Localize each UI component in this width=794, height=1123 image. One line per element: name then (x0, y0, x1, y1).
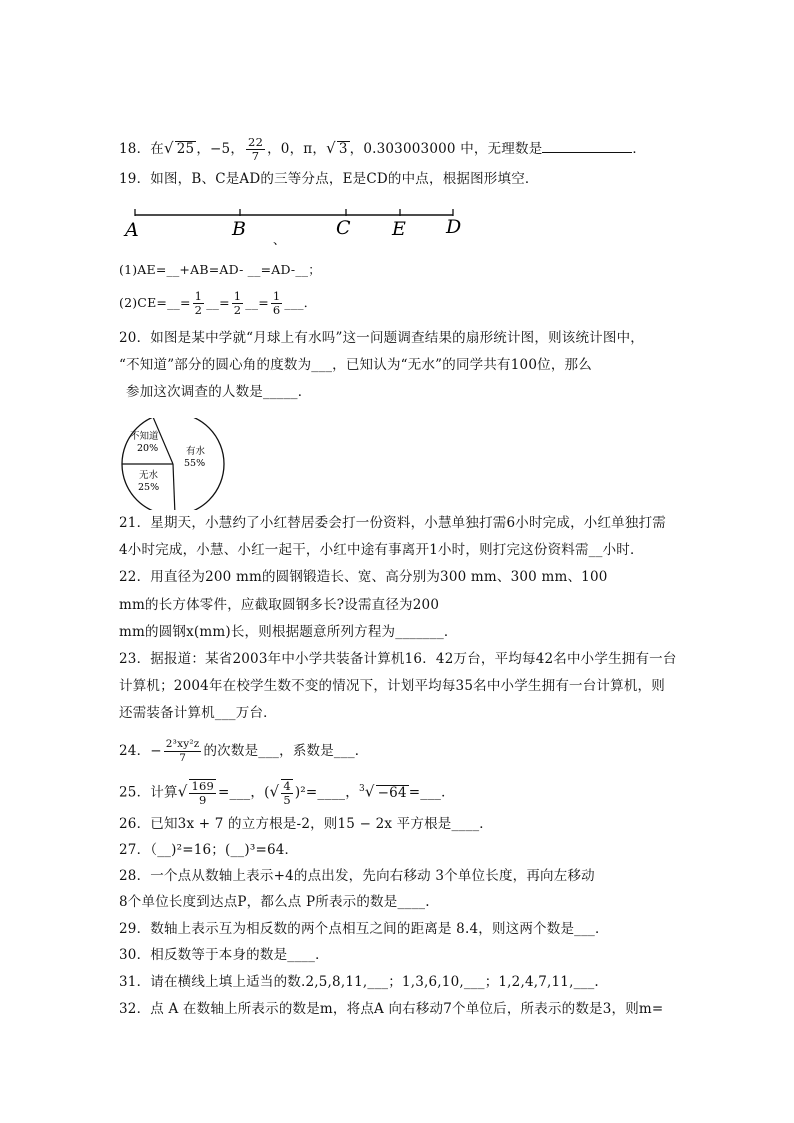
slice-no-water-pct: 25% (138, 482, 160, 493)
sqrt-symbol: √ (163, 139, 174, 157)
question-number: 22． (119, 569, 151, 585)
pie-chart (118, 418, 228, 510)
question-22-line-3: mm的圆钢x(mm)长，则根据题意所列方程为_______． (119, 624, 458, 640)
question-21-line-2: 4小时完成，小慧、小红一起干，小红中途有事离开1小时，则打完这份资料需__小时． (119, 542, 644, 558)
answer-blank (542, 139, 632, 153)
question-22-line-2: mm的长方体零件，应截取圆钢多长?设需直径为200 (119, 597, 440, 613)
question-number: 32． (119, 1001, 151, 1017)
slice-no-water-label: 无水 (139, 470, 159, 481)
question-27: 27．（__)²=16；(__)³=64． (119, 842, 299, 858)
question-number: 21． (119, 515, 151, 531)
question-23-line-1: 23．据报道：某省2003年中小学共装备计算机16．42万台，平均每42名中小学生拥有一台 (119, 651, 677, 667)
question-number: 30． (119, 947, 151, 963)
sqrt-symbol: √ (326, 139, 336, 157)
question-32: 32．点 A 在数轴上所表示的数是m，将点A 向右移动7个单位后，所表示的数是3，则m= (119, 1001, 664, 1017)
sqrt-symbol: √ (269, 782, 280, 801)
question-19-part-1: (1)AE=__+AB=AD- __=AD-__； (119, 262, 321, 277)
question-number: 26． (119, 816, 151, 832)
question-26: 26．已知3x + 7 的立方根是-2，则15 − 2x 平方根是____． (119, 816, 493, 832)
fraction-22-7: $\frac{22}{7}$ (248, 135, 264, 163)
question-23-line-3: 还需装备计算机___万台． (119, 705, 277, 721)
slice-unknown-pct: 20% (137, 443, 159, 454)
label-d: D (446, 216, 462, 238)
question-28-line-2: 8个单位长度到达点P，都么点 P所表示的数是____. (119, 894, 430, 910)
question-19-part-2: (2)CE=__= $\frac{1}{2}$ __= $\frac{1}{2}$ __= $\frac{1}{6}$ ___． (119, 289, 317, 317)
question-25: 25．计算√ $\frac{169}{9}$ =___，(√ $\frac{4}{5}$ )²=____，$^3$√ −64 =___． (119, 779, 455, 807)
question-number: 24． (119, 743, 151, 759)
question-20-line-1: 20．如图是某中学就“月球上有水吗”这一问题调查结果的扇形统计图，则该统计图中， (119, 330, 644, 346)
slice-unknown-label: 不知道 (130, 431, 159, 442)
question-number: 20． (119, 330, 151, 346)
question-number: 23． (119, 651, 151, 667)
question-24: 24．− $\frac{\text{2³xy²z}}{7}$ 的次数是___，系数是___． (119, 738, 369, 764)
label-a: A (125, 219, 139, 241)
question-18: 18．在√ 25 ，−5， $\frac{22}{7}$ ，0，π，√ 3 ，0.303003000 中，无理数是 ． (119, 135, 647, 163)
label-e: E (392, 218, 406, 240)
question-number: 31． (119, 974, 151, 990)
question-31: 31．请在横线上填上适当的数.2,5,8,11,___；1,3,6,10,___；1,2,4,7,11,___. (119, 974, 599, 990)
question-30: 30．相反数等于本身的数是____． (119, 947, 329, 963)
question-19: 19．如图，B、C是AD的三等分点，E是CD的中点，根据图形填空． (119, 171, 539, 187)
question-21-line-1: 21．星期天，小慧约了小红替居委会打一份资料，小慧单独打需6小时完成，小红单独打需 (119, 515, 666, 531)
question-28-line-1: 28．一个点从数轴上表示+4的点出发，先向右移动 3个单位长度，再向左移动 (119, 868, 595, 884)
question-number: 18． (119, 141, 151, 157)
question-23-line-2: 计算机；2004年在校学生数不变的情况下，计划平均每35名中小学生拥有一台计算机，则 (119, 678, 665, 694)
slice-water-pct: 55% (184, 458, 206, 469)
stray-mark: 、 (273, 233, 286, 247)
question-number: 27． (119, 842, 151, 858)
question-29: 29．数轴上表示互为相反数的两个点相互之间的距离是 8.4，则这两个数是___． (119, 921, 609, 937)
question-20-line-2: “不知道”部分的圆心角的度数为___，已知认为“无水”的同学共有100位，那么 (119, 357, 592, 373)
label-c: C (336, 217, 351, 239)
cube-root-symbol: √ (364, 782, 375, 801)
slice-water-label: 有水 (186, 446, 206, 457)
label-b: B (232, 218, 246, 240)
question-number: 25． (119, 784, 151, 801)
question-number: 29． (119, 921, 151, 937)
question-number: 19． (119, 171, 151, 187)
segment-figure (120, 200, 480, 248)
sqrt-symbol: √ (177, 782, 188, 801)
question-number: 28． (119, 868, 151, 884)
question-22-line-1: 22．用直径为200 mm的圆钢锻造长、宽、高分别为300 mm、300 mm、100 (119, 569, 608, 585)
monomial-fraction: $\frac{\text{2³xy²z}}{7}$ (165, 738, 200, 764)
question-20-line-3: 参加这次调查的人数是_____． (126, 384, 312, 400)
